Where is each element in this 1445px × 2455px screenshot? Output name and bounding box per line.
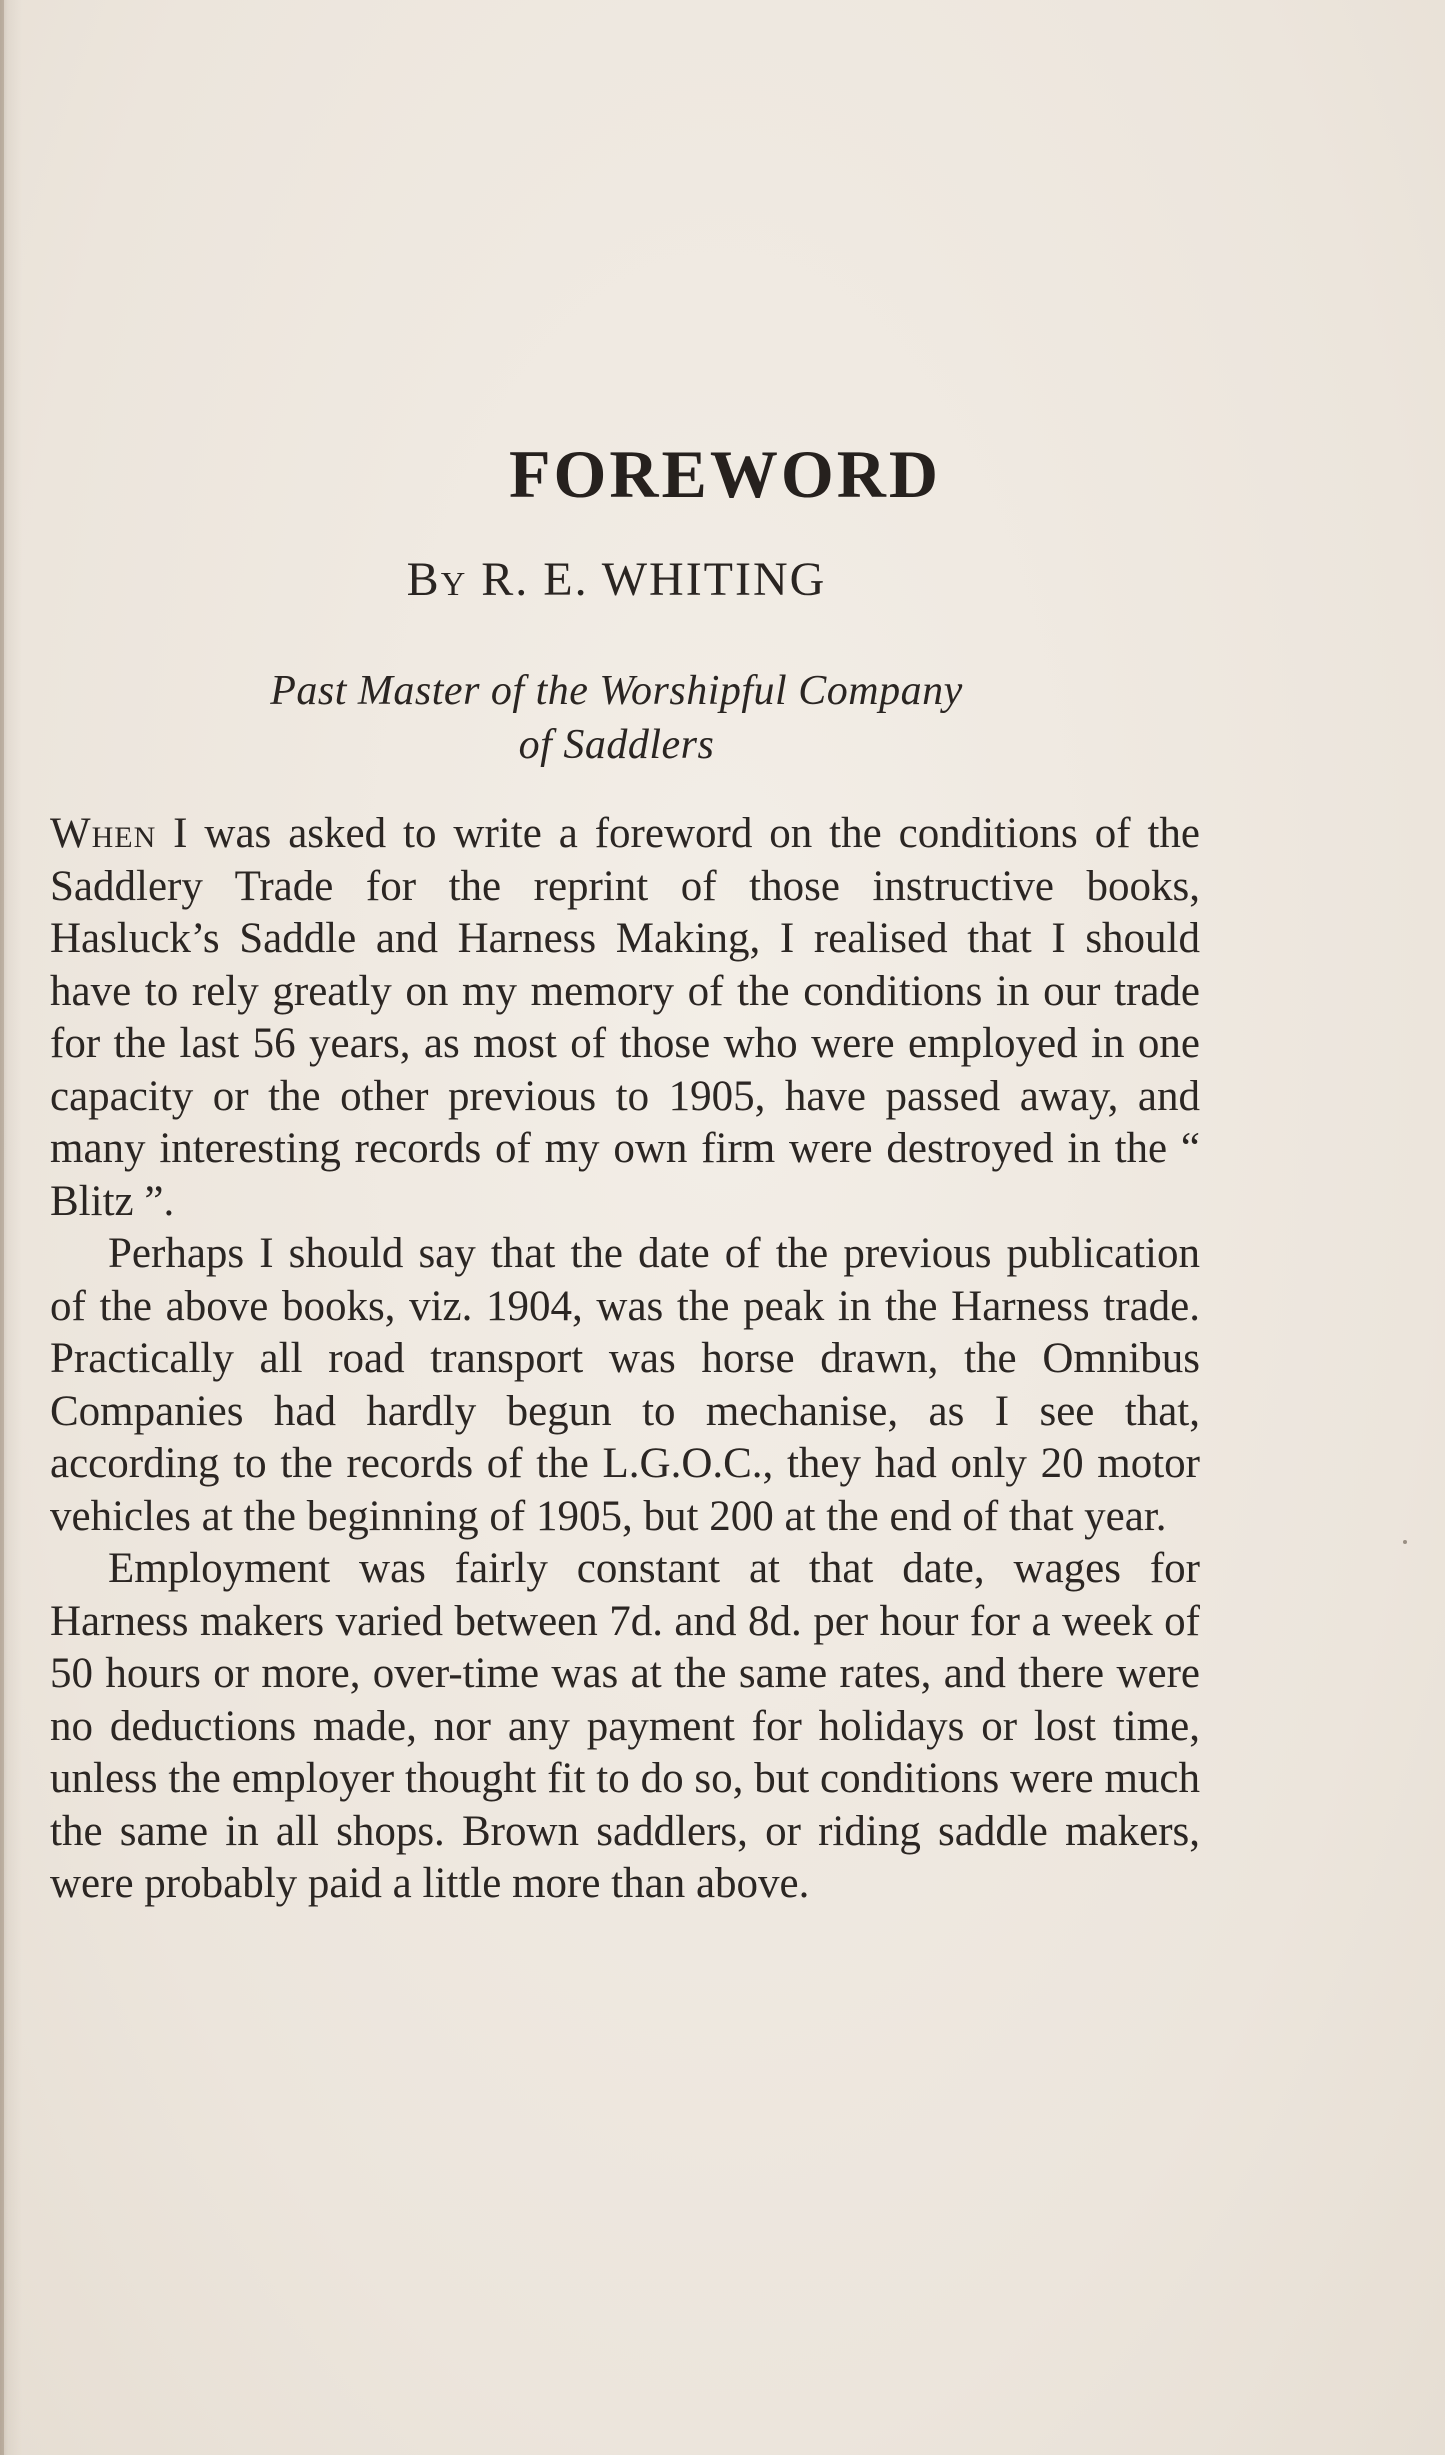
paragraph-1 [50, 808, 1200, 1228]
paragraph-2: Perhaps I should say that the date of the previous publication of the above books, viz. 1904, was the peak in the Harness trade. Practically all road transport was horse drawn, the Omnibus Companies had hardly begun to mechanise, as I see that, according to the records of the L.G.O.C., they had only 20 motor vehicles at the beginning of 1905, but 200 at the end of that year. [50, 1230, 1200, 1540]
paper-speck [1403, 1540, 1407, 1544]
affiliation-line-2: of Saddlers [518, 722, 715, 768]
paragraph-1-text: I was asked to write a foreword on the conditions of the Saddlery Trade for the reprint of those instructive books, Hasluck’s Saddle and Harness Making, I realised that I should have to rely greatly on my memory of the conditions in our trade for the last 56 years, as most of those who were employed in one capacity or the other previous to 1905, have passed away, and many interesting records of my own firm were destroyed in the “ Blitz ”. [50, 810, 1200, 1225]
by-label: By [406, 553, 468, 606]
affiliation-line-1: Past Master of the Worshipful Company [270, 668, 963, 714]
paragraph-3: Employment was fairly constant at that date, wages for Harness makers varied between 7d. and 8d. per hour for a week of 50 hours or more, over-time was at the same rates, and there were no deductions made, nor any payment for holidays or lost time, unless the employer thought fit to do so, but conditions were much the same in all shops. Brown saddlers, or riding saddle makers, were probably paid a little more than above. [50, 1545, 1200, 1907]
page-title: FOREWORD [509, 436, 941, 512]
author-name: R. E. WHITING [481, 553, 827, 606]
paragraph-1-lead-word: When [50, 810, 157, 857]
byline [0, 553, 1445, 606]
foreword-body [50, 808, 1200, 1911]
author-affiliation [0, 664, 1445, 772]
